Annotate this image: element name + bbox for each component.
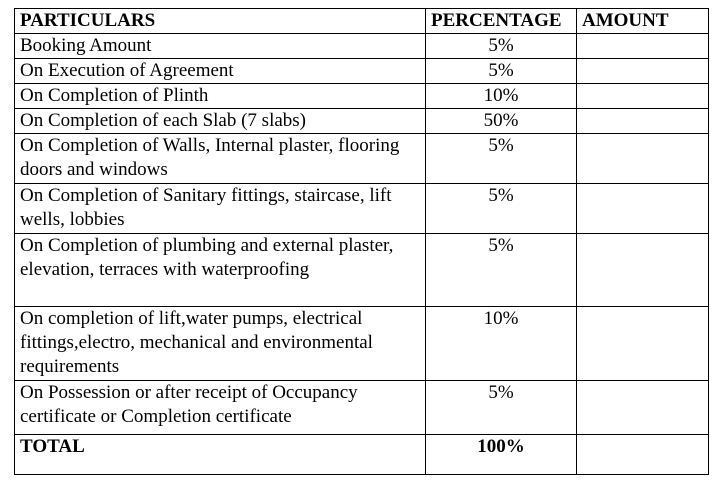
percentage-cell: 10% — [426, 84, 577, 109]
total-label: TOTAL — [15, 435, 426, 475]
table-row — [15, 381, 709, 435]
table-row — [15, 34, 709, 59]
particulars-cell: On Possession or after receipt of Occupancy certificate or Completion certificate — [15, 381, 426, 435]
particulars-cell: Booking Amount — [15, 34, 426, 59]
percentage-cell: 50% — [426, 109, 577, 134]
table-row — [15, 84, 709, 109]
particulars-cell: On Completion of each Slab (7 slabs) — [15, 109, 426, 134]
table-row — [15, 307, 709, 381]
amount-cell — [577, 234, 709, 307]
table-row — [15, 134, 709, 184]
percentage-cell: 5% — [426, 184, 577, 234]
particulars-cell: On Completion of Sanitary fittings, staircase, lift wells, lobbies — [15, 184, 426, 234]
percentage-cell: 10% — [426, 307, 577, 381]
percentage-cell: 5% — [426, 134, 577, 184]
table-row — [15, 184, 709, 234]
particulars-cell: On Completion of Walls, Internal plaster, flooring doors and windows — [15, 134, 426, 184]
amount-cell — [577, 307, 709, 381]
particulars-cell: On completion of lift,water pumps, electrical fittings,electro, mechanical and environmental requirements — [15, 307, 426, 381]
table-row — [15, 59, 709, 84]
payment-schedule-table — [14, 8, 709, 475]
amount-cell — [577, 34, 709, 59]
percentage-cell: 5% — [426, 381, 577, 435]
amount-cell — [577, 84, 709, 109]
amount-cell — [577, 59, 709, 84]
particulars-cell: On Completion of plumbing and external plaster, elevation, terraces with waterproofing — [15, 234, 426, 307]
header-amount: AMOUNT — [577, 9, 709, 34]
percentage-cell: 5% — [426, 234, 577, 307]
amount-cell — [577, 109, 709, 134]
amount-cell — [577, 381, 709, 435]
percentage-cell: 5% — [426, 34, 577, 59]
total-row — [15, 435, 709, 475]
particulars-cell: On Completion of Plinth — [15, 84, 426, 109]
amount-cell — [577, 184, 709, 234]
percentage-cell: 5% — [426, 59, 577, 84]
header-row — [15, 9, 709, 34]
table-row — [15, 109, 709, 134]
total-percentage: 100% — [426, 435, 577, 475]
total-amount — [577, 435, 709, 475]
table-row — [15, 234, 709, 307]
particulars-cell: On Execution of Agreement — [15, 59, 426, 84]
amount-cell — [577, 134, 709, 184]
header-percentage: PERCENTAGE — [426, 9, 577, 34]
header-particulars: PARTICULARS — [15, 9, 426, 34]
